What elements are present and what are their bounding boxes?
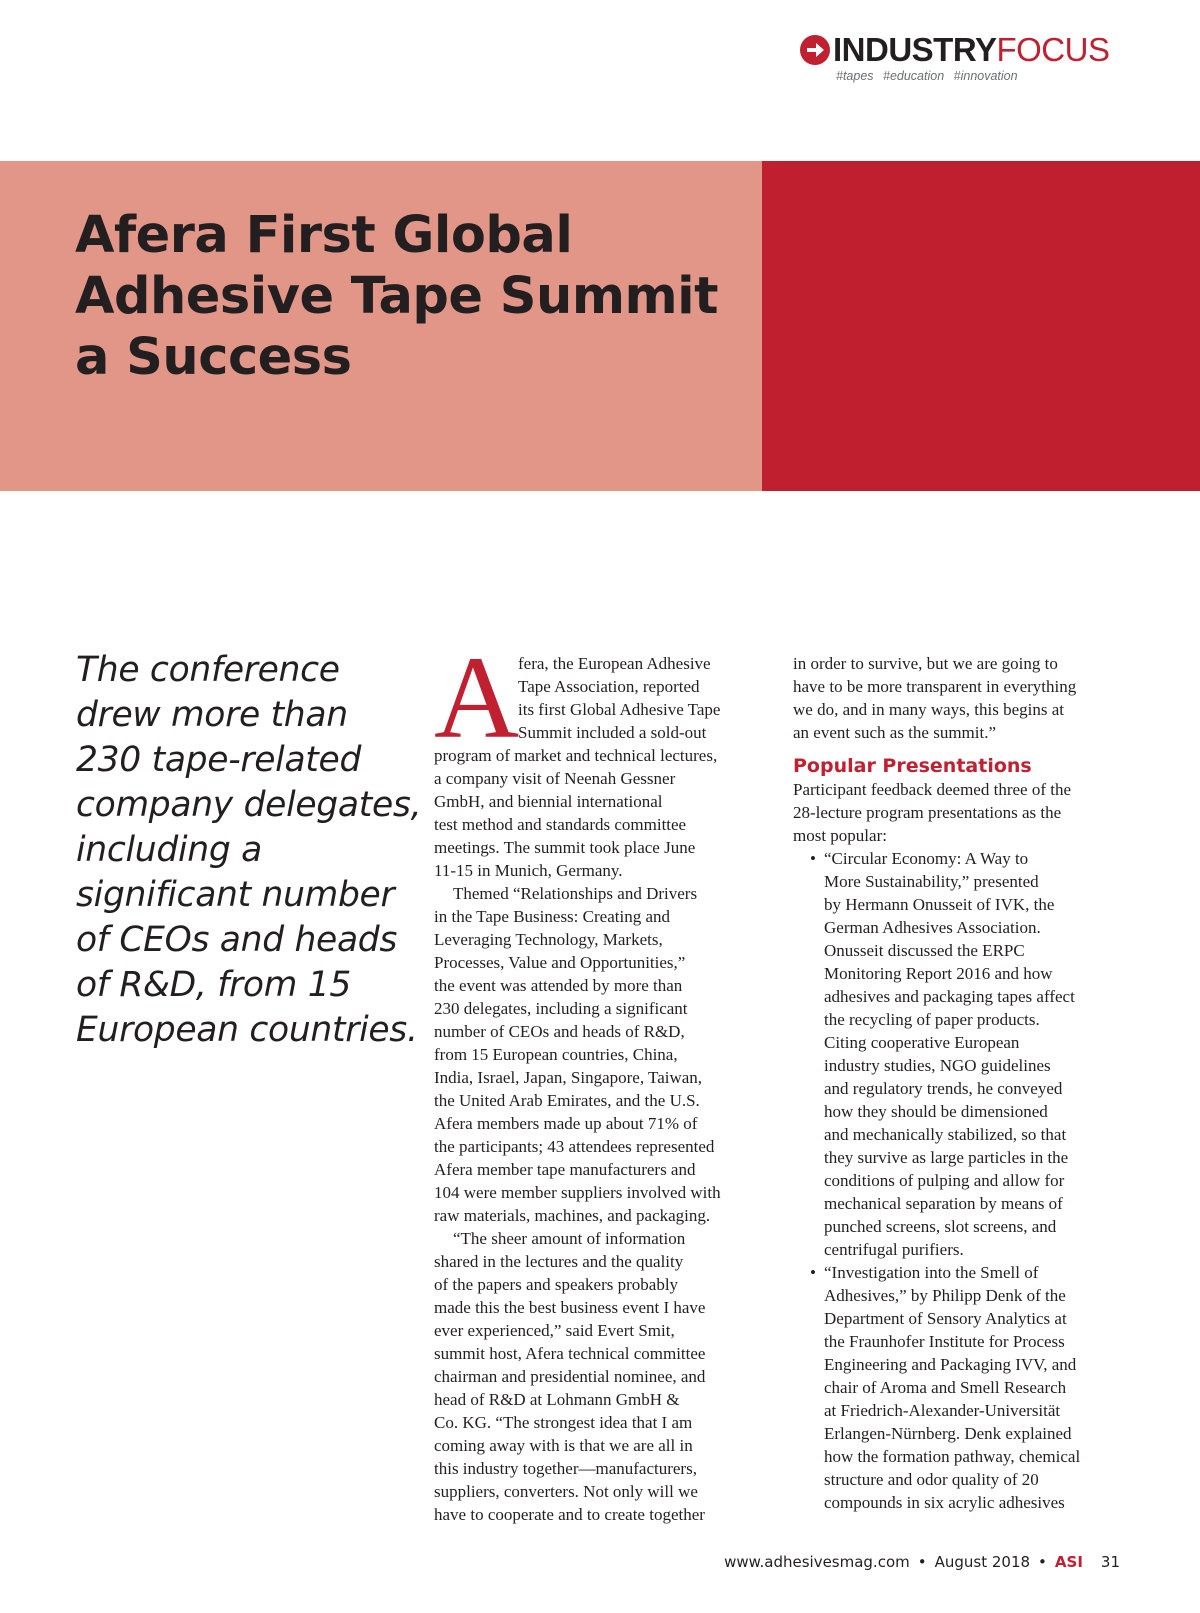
body-line: Participant feedback deemed three of the (793, 780, 1072, 799)
body-line: Co. KG. “The strongest idea that I am (434, 1413, 693, 1432)
body-line: structure and odor quality of 20 (824, 1470, 1039, 1489)
bullet-item (793, 1261, 1133, 1514)
body-line: Onusseit discussed the ERPC (824, 941, 1025, 960)
body-line: from 15 European countries, China, (434, 1045, 678, 1064)
body-line: an event such as the summit.” (793, 723, 997, 742)
logo-word-focus: FOCUS (996, 31, 1110, 68)
pull-quote-line: of CEOs and heads (76, 920, 398, 960)
pull-quote-line: 230 tape-related (76, 740, 362, 780)
body-line: have to be more transparent in everything (793, 677, 1077, 696)
bullet-icon: • (810, 1263, 816, 1282)
body-line: made this the best business event I have (434, 1298, 706, 1317)
body-line: Processes, Value and Opportunities,” (434, 953, 686, 972)
body-line: by Hermann Onusseit of IVK, the (824, 895, 1055, 914)
body-line: program of market and technical lectures, (434, 746, 718, 765)
body-line: and regulatory trends, he conveyed (824, 1079, 1063, 1098)
body-line: summit host, Afera technical committee (434, 1344, 706, 1363)
body-line: adhesives and packaging tapes affect (824, 987, 1075, 1006)
body-line: industry studies, NGO guidelines (824, 1056, 1051, 1075)
pull-quote-line: including a (76, 830, 262, 870)
body-column-1 (434, 632, 774, 1526)
body-line: how they should be dimensioned (824, 1102, 1048, 1121)
footer-url: www.adhesivesmag.com (724, 1553, 910, 1571)
body-line: compounds in six acrylic adhesives (824, 1493, 1065, 1512)
bullet-item (793, 847, 1133, 1261)
body-line: at Friedrich-Alexander-Universität (824, 1401, 1061, 1420)
arrow-right-icon (800, 35, 830, 65)
body-line: “Investigation into the Smell of (824, 1263, 1039, 1282)
body-line: 28-lecture program presentations as the (793, 803, 1062, 822)
body-line: we do, and in many ways, this begins at (793, 700, 1065, 719)
body-line: in the Tape Business: Creating and (434, 907, 670, 926)
body-line: number of CEOs and heads of R&D, (434, 1022, 685, 1041)
footer-separator: • (917, 1553, 927, 1571)
article-headline (75, 205, 735, 388)
body-line: its first Global Adhesive Tape (518, 700, 721, 719)
drop-cap: A (434, 632, 520, 763)
body-line: 104 were member suppliers involved with (434, 1183, 721, 1202)
body-line: conditions of pulping and allow for (824, 1171, 1065, 1190)
body-line: a company visit of Neenah Gessner (434, 769, 676, 788)
body-line: Summit included a sold-out (518, 723, 707, 742)
bullet-icon: • (810, 849, 816, 868)
footer-separator: • (1038, 1553, 1047, 1571)
pull-quote-line: of R&D, from 15 (76, 965, 352, 1005)
body-line: the recycling of paper products. (824, 1010, 1040, 1029)
body-line: shared in the lectures and the quality (434, 1252, 684, 1271)
body-line: have to cooperate and to create together (434, 1505, 705, 1524)
body-line: Afera members made up about 71% of (434, 1114, 698, 1133)
paragraph (434, 1227, 774, 1526)
body-line: India, Israel, Japan, Singapore, Taiwan, (434, 1068, 703, 1087)
body-line: how the formation pathway, chemical (824, 1447, 1081, 1466)
paragraph (793, 652, 1133, 744)
banner-right-panel (762, 161, 1200, 491)
body-line: Monitoring Report 2016 and how (824, 964, 1053, 983)
body-line: of the papers and speakers probably (434, 1275, 679, 1294)
page-number: 31 (1100, 1553, 1120, 1571)
industry-focus-logo (800, 30, 1122, 86)
body-line: they survive as large particles in the (824, 1148, 1069, 1167)
body-line: and mechanically stabilized, so that (824, 1125, 1067, 1144)
body-line: punched screens, slot screens, and (824, 1217, 1057, 1236)
body-line: ever experienced,” said Evert Smit, (434, 1321, 675, 1340)
body-line: the participants; 43 attendees represented (434, 1137, 715, 1156)
pull-quote-line: drew more than (76, 695, 348, 735)
footer-magazine: ASI (1054, 1553, 1083, 1571)
body-line: Department of Sensory Analytics at (824, 1309, 1067, 1328)
body-line: Erlangen-Nürnberg. Denk explained (824, 1424, 1072, 1443)
body-line: “The sheer amount of information (453, 1229, 686, 1248)
body-line: meetings. The summit took place June (434, 838, 696, 857)
body-line: mechanical separation by means of (824, 1194, 1063, 1213)
body-line: the United Arab Emirates, and the U.S. (434, 1091, 700, 1110)
body-line: Adhesives,” by Philipp Denk of the (824, 1286, 1066, 1305)
body-column-2 (793, 652, 1133, 1514)
body-line: the event was attended by more than (434, 976, 683, 995)
body-line: Themed “Relationships and Drivers (453, 884, 698, 903)
pull-quote-line: company delegates, (76, 785, 422, 825)
body-line: German Adhesives Association. (824, 918, 1041, 937)
body-line: in order to survive, but we are going to (793, 654, 1058, 673)
body-line: suppliers, converters. Not only will we (434, 1482, 698, 1501)
body-line: head of R&D at Lohmann GmbH & (434, 1390, 680, 1409)
body-line: this industry together—manufacturers, (434, 1459, 697, 1478)
body-line: Engineering and Packaging IVV, and (824, 1355, 1077, 1374)
body-line: Leveraging Technology, Markets, (434, 930, 663, 949)
body-line: test method and standards committee (434, 815, 687, 834)
logo-hashtags: #tapes #education #innovation (836, 69, 1018, 83)
headline-line: Adhesive Tape Summit (75, 267, 718, 326)
headline-line: a Success (75, 328, 352, 387)
paragraph (434, 744, 774, 882)
body-line: raw materials, machines, and packaging. (434, 1206, 711, 1225)
logo-word-industry: INDUSTRY (833, 31, 997, 68)
body-line: Afera member tape manufacturers and (434, 1160, 696, 1179)
body-line: Citing cooperative European (824, 1033, 1020, 1052)
body-line: Tape Association, reported (518, 677, 700, 696)
body-line: GmbH, and biennial international (434, 792, 663, 811)
body-line: the Fraunhofer Institute for Process (824, 1332, 1065, 1351)
pull-quote-line: The conference (76, 650, 340, 690)
pull-quote (76, 648, 422, 1053)
pull-quote-line: European countries. (76, 1010, 418, 1050)
body-line: 230 delegates, including a significant (434, 999, 688, 1018)
paragraph (793, 778, 1133, 847)
body-line: More Sustainability,” presented (824, 872, 1039, 891)
body-line: 11-15 in Munich, Germany. (434, 861, 623, 880)
pull-quote-line: significant number (76, 875, 395, 915)
body-line: chairman and presidential nominee, and (434, 1367, 706, 1386)
section-subhead: Popular Presentations (793, 755, 1032, 777)
body-line: centrifugal purifiers. (824, 1240, 964, 1259)
body-line: fera, the European Adhesive (518, 654, 711, 673)
body-line: “Circular Economy: A Way to (824, 849, 1029, 868)
paragraph (434, 882, 774, 1227)
body-line: most popular: (793, 826, 887, 845)
body-line: chair of Aroma and Smell Research (824, 1378, 1067, 1397)
footer-date: August 2018 (934, 1553, 1031, 1571)
page-footer (700, 1553, 1120, 1571)
body-line: coming away with is that we are all in (434, 1436, 693, 1455)
headline-line: Afera First Global (75, 206, 573, 265)
